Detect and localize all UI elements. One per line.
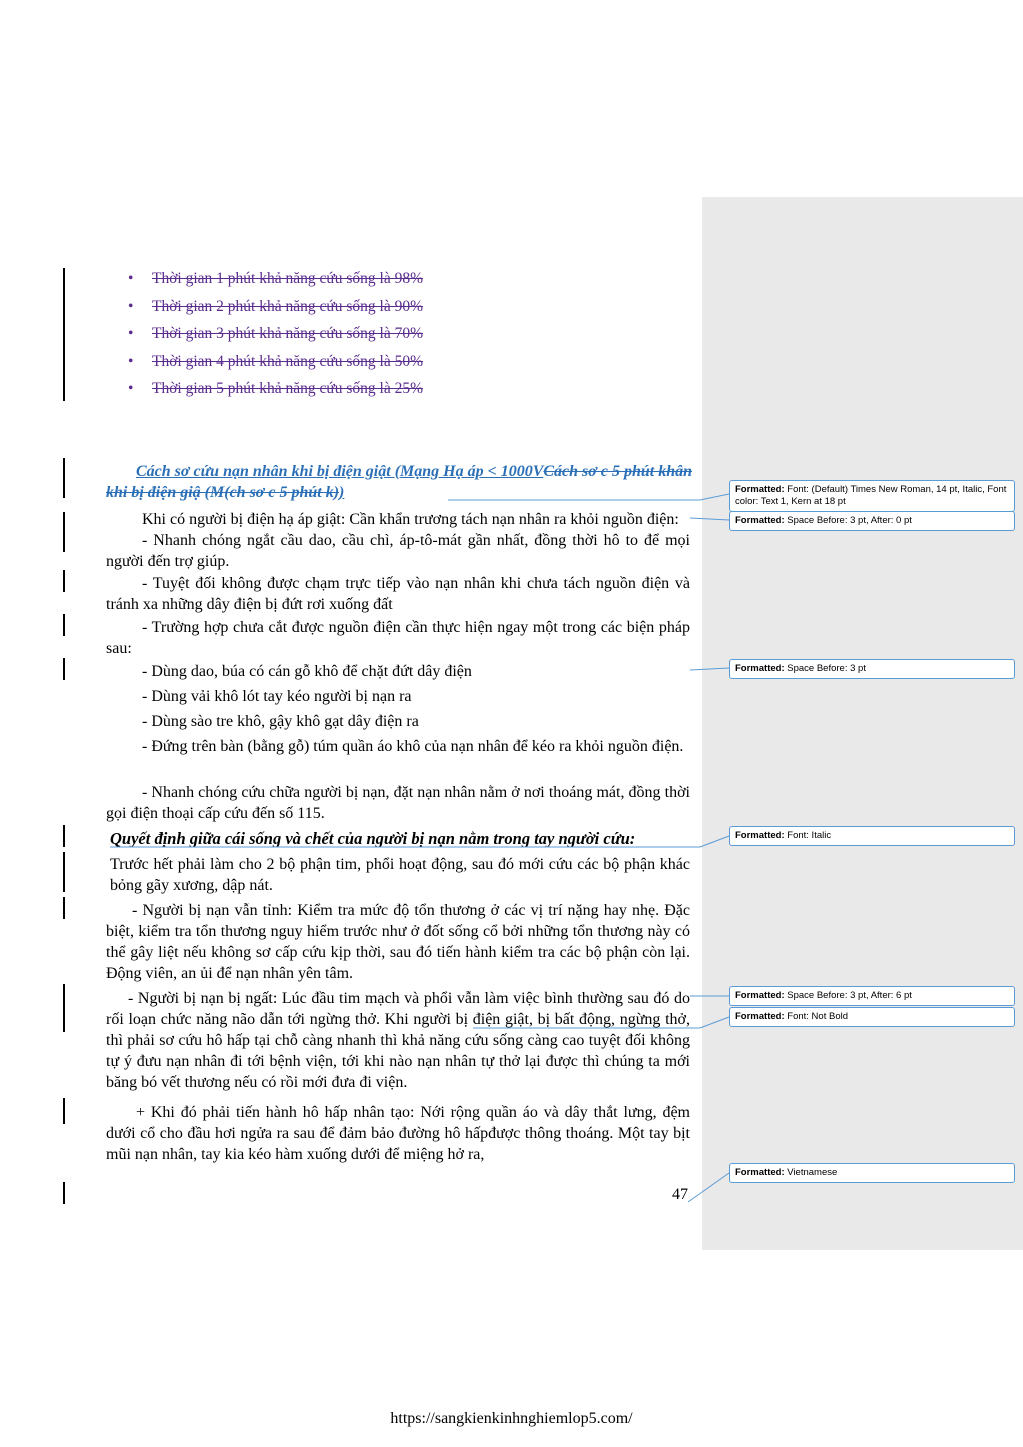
paragraph: + Khi đó phải tiến hành hô hấp nhân tạo: Nới rộng quần áo và dây thắt lưng, đệm dưới cổ cho đầu hơi ngửa ra sau để đảm bảo đường hô hấpđược thông thoáng. Một tay bịt mũi nạn nhân, tay kia kéo hàm xuống dưới để miệng hở ra, [106,1104,690,1163]
comment-bubble[interactable]: Formatted: Font: Not Bold [729,1007,1015,1027]
list-item: • Thời gian 3 phút khả năng cứu sống là 70% [128,323,528,351]
sub-heading: Quyết định giữa cái sống và chết của người bị nạn nằm trong tay người cứu: [110,829,636,848]
paragraph: - Dùng dao, búa có cán gỗ khô để chặt đứt dây điện [142,663,472,680]
footer-url[interactable]: https://sangkienkinhnghiemlop5.com/ [390,1410,633,1427]
comment-bubble[interactable]: Formatted: Font: Italic [729,826,1015,846]
list-item: • Thời gian 5 phút khả năng cứu sống là 25% [128,378,528,406]
bullet-icon: • [128,352,134,370]
paragraph: - Tuyệt đối không được chạm trực tiếp vào nạn nhân khi chưa tách nguồn điện và tránh xa những dây điện bị đứt rơi xuống đất [106,575,690,613]
bullet-icon: • [128,380,134,397]
paragraph: - Người bị nạn vẫn tỉnh: Kiểm tra mức độ tổn thương ở các vị trí nặng hay nhẹ. Đặc biệt, kiểm tra tổn thương nguy hiểm trước như ở đốt sống cổ bởi những tổn thương này có thể gây liệt nếu không sơ cấp cứu kịp thời, sau đó tiến hành kiểm tra các bộ phận còn lại. Động viên, an ủi để nạn nhân yên tâm. [106,902,690,982]
paragraph: - Người bị nạn bị ngất: Lúc đầu tim mạch và phổi vẫn làm việc bình thường sau đó do rối loạn chức năng não dẫn tới ngừng thở. Khi người bị điện giật, bị bất động, ngừng thở, thì phải sơ cứu hô hấp tại chỗ càng nhanh thì khả năng cứu sống càng cao tuyệt đối không tự ý đưu nạn nhân đi tới bệnh viện, tới khi nào nạn nhân tự thở lại được thì chúng ta mới băng bó vết thương nếu có rồi mới đưa đi viện. [106,990,690,1091]
page-number: 47 [672,1186,688,1203]
list-item: • Thời gian 4 phút khả năng cứu sống là 50% [128,351,528,379]
comment-bubble[interactable]: Formatted: Font: (Default) Times New Roman, 14 pt, Italic, Font color: Text 1, Kern at 18 pt [729,480,1015,512]
paragraph: - Dùng vải khô lót tay kéo người bị nạn ra [142,688,412,705]
list-item: • Thời gian 2 phút khả năng cứu sống là 90% [128,296,528,324]
paragraph: - Nhanh chóng cứu chữa người bị nạn, đặt nạn nhân nằm ở nơi thoáng mát, đồng thời gọi điện thoại cấp cứu đến số 115. [106,784,690,822]
comment-bubble[interactable]: Formatted: Space Before: 3 pt, After: 6 pt [729,986,1015,1006]
paragraph: Khi có người bị điện hạ áp giật: Cần khẩn trương tách nạn nhân ra khỏi nguồn điện: [142,511,679,528]
list-item: • Thời gian 1 phút khả năng cứu sống là 98% [128,268,528,296]
paragraph: - Đứng trên bàn (bằng gỗ) túm quần áo khô của nạn nhân để kéo ra khỏi nguồn điện. [142,738,684,755]
comment-bubble[interactable]: Formatted: Space Before: 3 pt, After: 0 pt [729,511,1015,531]
bullet-icon: • [128,270,134,287]
bullet-icon: • [128,325,134,342]
heading-deleted: Cách sơ c 5 phút khân khi bị điện giậ (M(ch sơ c 5 phút k) [106,463,692,501]
heading-inserted: Cách sơ cứu nạn nhân khi bị điện giật (Mạng Hạ áp < 1000V [136,463,544,480]
heading-tail: ) [339,484,345,501]
comment-bubble[interactable]: Formatted: Space Before: 3 pt [729,659,1015,679]
paragraph: - Nhanh chóng ngắt cầu dao, cầu chì, áp-tô-mát gần nhất, đồng thời hô to để mọi người đến trợ giúp. [106,532,690,570]
paragraph: - Trường hợp chưa cắt được nguồn điện cần thực hiện ngay một trong các biện pháp sau: [106,619,690,657]
bullet-icon: • [128,297,134,315]
paragraph: Trước hết phải làm cho 2 bộ phận tim, phổi hoạt động, sau đó mới cứu các bộ phận khác bỏng gãy xương, dập nát. [110,856,690,894]
comment-bubble[interactable]: Formatted: Vietnamese [729,1163,1015,1183]
paragraph: - Dùng sào tre khô, gậy khô gạt dây điện ra [142,713,419,730]
